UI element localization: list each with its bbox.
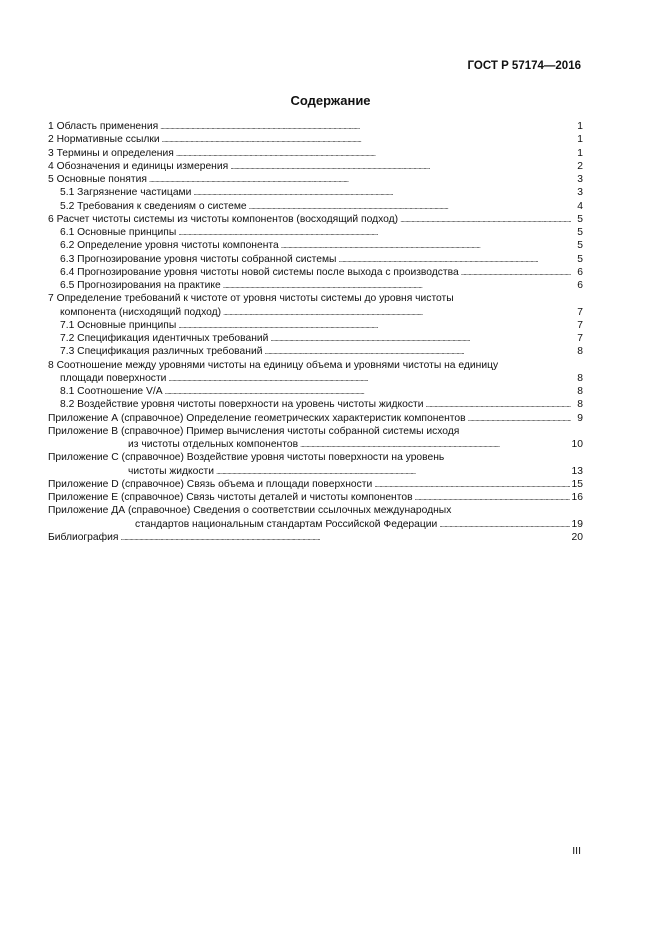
toc-entry-label: чистоты жидкости bbox=[128, 465, 214, 477]
toc-entry[interactable] bbox=[48, 478, 583, 491]
toc-entry-page: 10 bbox=[571, 439, 583, 450]
toc-entry[interactable] bbox=[48, 213, 583, 226]
toc-leader-dots bbox=[425, 398, 571, 411]
toc-leader-dots bbox=[168, 372, 571, 385]
toc-entry-page: 3 bbox=[577, 174, 583, 185]
toc-entry[interactable] bbox=[48, 465, 583, 478]
toc-entry[interactable] bbox=[48, 531, 583, 544]
toc-leader-dots bbox=[338, 253, 571, 266]
toc-entry-label: площади поверхности bbox=[60, 372, 167, 384]
toc-entry[interactable] bbox=[48, 147, 583, 160]
toc-leader-dots bbox=[178, 319, 571, 332]
toc-leader-dots bbox=[223, 279, 571, 292]
toc-entry-page: 20 bbox=[571, 531, 583, 543]
toc-entry[interactable] bbox=[48, 345, 583, 358]
toc-entry[interactable] bbox=[48, 412, 583, 425]
toc-entry[interactable] bbox=[48, 120, 583, 133]
toc-entry-page: 8 bbox=[577, 386, 583, 397]
toc-leader-dots bbox=[439, 518, 569, 531]
toc-leader-dots bbox=[468, 412, 571, 425]
toc-entry-page: 3 bbox=[577, 187, 583, 199]
toc-leader-dots bbox=[374, 478, 569, 491]
toc-entry-label: компонента (нисходящий подход) bbox=[60, 306, 222, 318]
toc-leader-dots bbox=[281, 239, 571, 252]
toc-entry-label: 6.3 Прогнозирование уровня чистоты собранной системы bbox=[60, 253, 337, 265]
toc-entry-label: 7.2 Спецификация идентичных требований bbox=[60, 333, 269, 344]
toc-entry[interactable] bbox=[48, 359, 583, 372]
toc-leader-dots bbox=[160, 120, 571, 133]
toc-entry[interactable] bbox=[48, 200, 583, 213]
toc-entry[interactable] bbox=[48, 372, 583, 385]
toc-entry[interactable] bbox=[48, 266, 583, 279]
toc-entry[interactable] bbox=[48, 186, 583, 199]
toc-entry[interactable] bbox=[48, 226, 583, 239]
toc-entry-label: 5.1 Загрязнение частицами bbox=[60, 187, 192, 199]
toc-entry-page: 6 bbox=[577, 280, 583, 291]
toc-entry-page: 8 bbox=[577, 346, 583, 358]
toc-entry-label: 6.1 Основные принципы bbox=[60, 227, 177, 238]
toc-entry-label: 7.1 Основные принципы bbox=[60, 319, 177, 331]
toc-entry[interactable] bbox=[48, 491, 583, 504]
toc-entry-page: 4 bbox=[577, 200, 583, 212]
toc-entry-page: 5 bbox=[577, 227, 583, 238]
toc-entry[interactable] bbox=[48, 306, 583, 319]
toc-leader-dots bbox=[300, 438, 569, 451]
toc-leader-dots bbox=[165, 385, 571, 398]
toc-entry-page: 7 bbox=[577, 333, 583, 344]
toc-leader-dots bbox=[264, 345, 571, 358]
toc-entry[interactable] bbox=[48, 319, 583, 332]
toc-entry[interactable] bbox=[48, 279, 583, 292]
toc-leader-dots bbox=[120, 531, 569, 544]
toc-entry-page: 5 bbox=[577, 213, 583, 225]
toc-entry-label: 2 Нормативные ссылки bbox=[48, 134, 160, 146]
toc-entry-label: Приложение D (справочное) Связь объема и площади поверхности bbox=[48, 478, 373, 490]
toc-leader-dots bbox=[400, 213, 571, 226]
toc-entry-label: 3 Термины и определения bbox=[48, 147, 174, 159]
toc-entry-label: Библиография bbox=[48, 531, 119, 543]
toc-entry-label: 6.4 Прогнозирование уровня чистоты новой системы после выхода с производства bbox=[60, 266, 459, 278]
toc-entry-page: 1 bbox=[577, 134, 583, 146]
toc-entry-label: Приложение А (справочное) Определение геометрических характеристик компонентов bbox=[48, 412, 466, 424]
toc-entry-page: 9 bbox=[577, 412, 583, 424]
toc-entry-label: стандартов национальным стандартам Российской Федерации bbox=[135, 518, 438, 530]
toc-entry-page: 15 bbox=[571, 478, 583, 490]
toc-entry[interactable] bbox=[48, 173, 583, 186]
toc-entry-label: 4 Обозначения и единицы измерения bbox=[48, 160, 229, 172]
toc-entry-page: 1 bbox=[577, 121, 583, 132]
toc-entry-label: 7 Определение требований к чистоте от уровня чистоты системы до уровня чистоты bbox=[48, 293, 454, 305]
toc-leader-dots bbox=[270, 332, 571, 345]
toc-leader-dots bbox=[216, 465, 570, 478]
toc-entry-label: Приложение ДА (справочное) Сведения о соответствии ссылочных международных bbox=[48, 505, 452, 517]
toc-entry[interactable] bbox=[48, 133, 583, 146]
toc-entry[interactable] bbox=[48, 239, 583, 252]
toc-entry[interactable] bbox=[48, 253, 583, 266]
toc-entry[interactable] bbox=[48, 425, 583, 438]
toc-entry[interactable] bbox=[48, 518, 583, 531]
toc-entry-label: 8.1 Соотношение V/A bbox=[60, 386, 163, 397]
toc-entry[interactable] bbox=[48, 385, 583, 398]
toc-entry-label: Приложение В (справочное) Пример вычисления чистоты собранной системы исходя bbox=[48, 425, 460, 437]
toc-leader-dots bbox=[461, 266, 571, 279]
toc-entry[interactable] bbox=[48, 292, 583, 305]
toc-entry-label: Приложение С (справочное) Воздействие уровня чистоты поверхности на уровень bbox=[48, 452, 445, 464]
toc-entry-page: 6 bbox=[577, 266, 583, 278]
toc-entry[interactable] bbox=[48, 438, 583, 451]
toc-entry-page: 5 bbox=[577, 240, 583, 252]
toc-leader-dots bbox=[162, 133, 571, 146]
toc-entry-page: 1 bbox=[577, 147, 583, 159]
toc-entry-label: 8 Соотношение между уровнями чистоты на единицу объема и уровнями чистоты на единицу bbox=[48, 359, 499, 371]
toc-entry-label: Приложение Е (справочное) Связь чистоты деталей и чистоты компонентов bbox=[48, 492, 413, 503]
page-number: III bbox=[572, 845, 581, 857]
toc-entry-page: 2 bbox=[577, 160, 583, 172]
toc-leader-dots bbox=[149, 173, 571, 186]
table-of-contents bbox=[48, 120, 583, 544]
toc-entry[interactable] bbox=[48, 160, 583, 173]
toc-entry-label: 8.2 Воздействие уровня чистоты поверхности на уровень чистоты жидкости bbox=[60, 399, 424, 411]
toc-leader-dots bbox=[415, 491, 570, 504]
toc-entry-page: 8 bbox=[577, 372, 583, 384]
toc-entry[interactable] bbox=[48, 332, 583, 345]
toc-entry-label: из чистоты отдельных компонентов bbox=[128, 439, 299, 450]
toc-leader-dots bbox=[230, 160, 571, 173]
toc-entry-page: 8 bbox=[577, 399, 583, 411]
toc-leader-dots bbox=[178, 226, 571, 239]
toc-entry[interactable] bbox=[48, 451, 583, 464]
toc-leader-dots bbox=[193, 186, 571, 199]
document-id: ГОСТ Р 57174—2016 bbox=[467, 60, 581, 72]
toc-entry-page: 5 bbox=[577, 253, 583, 265]
toc-entry[interactable] bbox=[48, 504, 583, 517]
toc-entry-label: 6.5 Прогнозирования на практике bbox=[60, 280, 221, 291]
toc-leader-dots bbox=[176, 147, 571, 160]
toc-entry-label: 6.2 Определение уровня чистоты компонента bbox=[60, 240, 279, 252]
toc-entry-label: 6 Расчет чистоты системы из чистоты компонентов (восходящий подход) bbox=[48, 213, 399, 225]
toc-entry-page: 19 bbox=[571, 518, 583, 530]
toc-leader-dots bbox=[249, 200, 571, 213]
toc-entry-label: 7.3 Спецификация различных требований bbox=[60, 346, 263, 358]
toc-entry[interactable] bbox=[48, 398, 583, 411]
toc-entry-label: 5.2 Требования к сведениям о системе bbox=[60, 200, 247, 212]
toc-entry-page: 13 bbox=[571, 465, 583, 477]
toc-entry-label: 1 Область применения bbox=[48, 121, 159, 132]
page-title: Содержание bbox=[290, 93, 371, 108]
toc-entry-page: 7 bbox=[577, 319, 583, 331]
toc-leader-dots bbox=[223, 306, 571, 319]
toc-entry-page: 7 bbox=[577, 306, 583, 318]
toc-entry-label: 5 Основные понятия bbox=[48, 174, 147, 185]
toc-entry-page: 16 bbox=[571, 492, 583, 503]
